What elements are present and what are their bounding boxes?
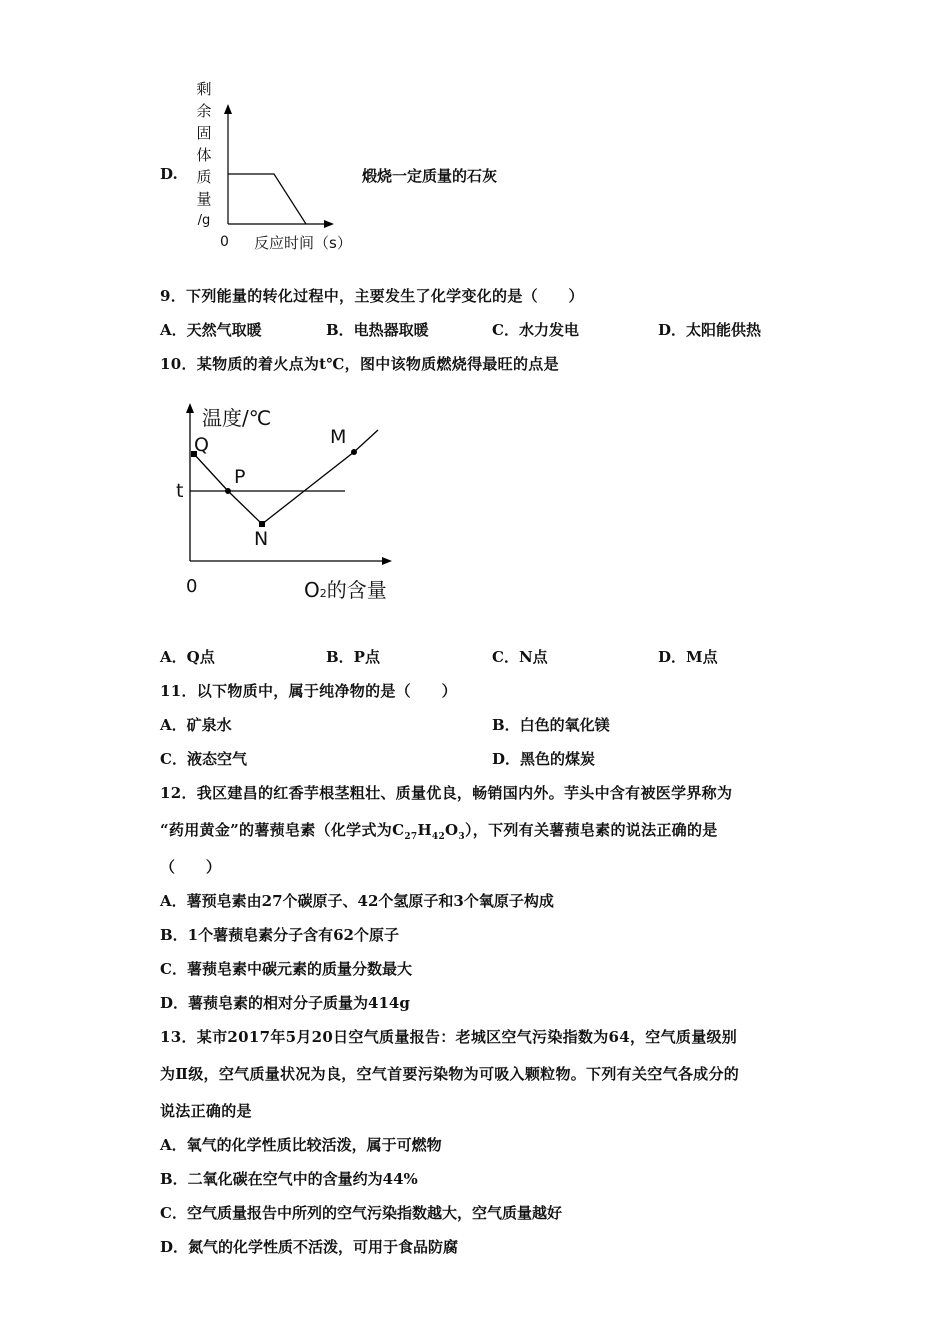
y-label-char: 固 [196,124,212,142]
q13-option-d: D．氮气的化学性质不活泼，可用于食品防腐 [160,1238,459,1256]
formula-o: O [445,821,459,839]
q10-x-label-sub: 2 [319,587,327,600]
q10-point-m-label: M [330,426,347,448]
q12-stem-line1: 12．我区建昌的红香芋根茎粗壮、质量优良，畅销国内外。芋头中含有被医学界称为 [160,784,733,802]
q13-stem-line3: 说法正确的是 [160,1102,252,1120]
q9-option-a: A．天然气取暖 [160,321,262,339]
y-label-char: 量 [196,190,212,208]
q12-option-c: C．薯蓣皂素中碳元素的质量分数最大 [160,960,412,978]
q12-option-a: A．薯预皂素由27个碳原子、42个氢原子和3个氧原子构成 [160,892,554,910]
formula-h-sub: 42 [431,832,446,842]
q13-stem-line1: 13．某市2017年5月20日空气质量报告：老城区空气污染指数为64，空气质量级别 [160,1028,738,1046]
q10-option-b: B．P点 [326,648,380,666]
q10-stem: 10．某物质的着火点为t℃，图中该物质燃烧得最旺的点是 [160,355,559,373]
q11-option-a: A．矿泉水 [160,716,232,734]
q11-option-d: D．黑色的煤炭 [492,750,596,768]
q13-option-a: A．氧气的化学性质比较活泼，属于可燃物 [160,1136,442,1154]
q12-option-b: B．1个薯蓣皂素分子含有62个原子 [160,926,399,944]
formula-o-sub: 3 [458,832,465,842]
q10-y-axis-label: 温度/℃ [202,406,272,430]
q10-point-n-marker [259,521,265,527]
q8d-description: 煅烧一定质量的石灰 [362,167,498,185]
q10-origin: 0 [186,576,198,597]
q10-point-n-label: N [254,528,269,550]
q10-t-label: t [176,480,184,502]
q9-option-d: D．太阳能供热 [658,321,762,339]
q8-option-d-label: D. [160,165,178,183]
formula-h: H [417,821,432,839]
q10-option-a: A．Q点 [160,648,215,666]
q11-option-c: C．液态空气 [160,750,247,768]
q11-option-b: B．白色的氧化镁 [492,716,610,734]
q13-option-b: B．二氧化碳在空气中的含量约为44% [160,1170,418,1188]
q10-x-label-post: 的含量 [326,578,387,602]
q9-option-c: C．水力发电 [492,321,579,339]
q10-point-p-label: P [234,466,246,488]
formula-c: C [392,821,405,839]
q8d-x-axis-label: 反应时间（s） [254,234,352,252]
y-label-char: 体 [196,146,212,164]
q12-stem-line2 [160,819,718,842]
q9-stem: 9．下列能量的转化过程中，主要发生了化学变化的是（ ） [160,287,584,305]
q10-option-c: C．N点 [492,648,548,666]
q8d-axes [186,78,376,258]
q12-formula [392,821,465,842]
q10-point-q-label: Q [194,434,209,456]
q13-option-c: C．空气质量报告中所列的空气污染指数越大，空气质量越好 [160,1204,562,1222]
y-label-char: 剩 [196,80,212,98]
q12-stem-line3: （ ） [160,858,222,876]
q10-graph [170,396,420,611]
q12-option-d: D．薯蓣皂素的相对分子质量为414g [160,994,410,1012]
q13-stem-line2: 为Ⅱ级，空气质量状况为良，空气首要污染物为可吸入颗粒物。下列有关空气各成分的 [160,1065,740,1083]
q10-x-arrow [382,557,392,565]
q8d-graph [186,78,376,258]
q8d-y-arrow [224,104,232,114]
q12-stem-line2-post: ），下列有关薯蓣皂素的说法正确的是 [464,821,718,839]
q8d-x-arrow [324,220,334,228]
y-label-char: 余 [196,102,212,120]
q8d-origin: 0 [220,234,229,250]
q11-stem: 11．以下物质中，属于纯净物的是（ ） [160,682,457,700]
q10-x-axis-label [304,574,387,603]
y-label-char: 质 [196,168,212,186]
q10-point-p-marker [225,488,231,494]
q9-option-b: B．电热器取暖 [326,321,429,339]
formula-c-sub: 27 [404,832,418,842]
q10-option-d: D．M点 [658,648,718,666]
q10-point-m-marker [351,449,357,455]
y-label-char: /g [197,213,211,228]
q10-x-label-o: O [304,578,320,602]
q10-y-arrow [186,403,194,413]
q8d-mass-curve [228,174,306,224]
q10-temperature-curve [194,430,378,524]
q12-stem-line2-pre: “药用黄金”的薯蓣皂素（化学式为 [160,821,393,839]
